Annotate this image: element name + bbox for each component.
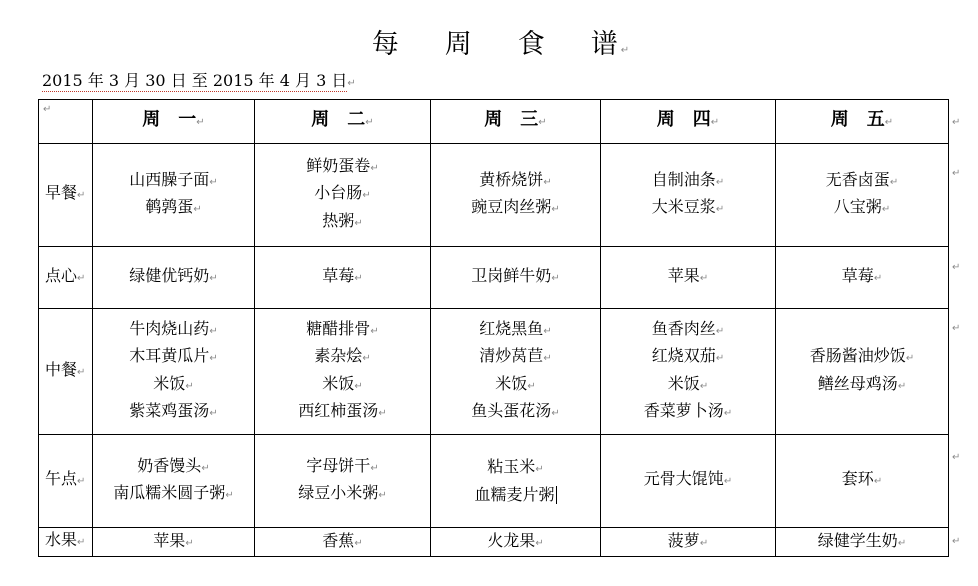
title-char: 每: [371, 29, 399, 60]
dish-name: 粘玉米: [487, 457, 536, 476]
menu-cell: [255, 528, 431, 557]
dish-name: 绿健优钙奶: [129, 265, 210, 285]
dish-item: [601, 399, 775, 427]
dish-name: 鱼头蛋花汤: [471, 401, 552, 420]
date-range-text: 2015 年 3 月 30 日 至 2015 年 4 月 3 日: [42, 71, 348, 90]
dish-name: 山西臊子面: [129, 169, 210, 189]
meal-label-cell: [39, 309, 93, 435]
dish-item: [93, 372, 254, 400]
paragraph-mark-icon: ↵: [873, 476, 883, 488]
paragraph-mark-icon: ↵: [354, 272, 363, 284]
dish-name: 南瓜糯米圆子粥: [113, 483, 226, 502]
meal-row: [39, 309, 949, 435]
paragraph-mark-icon: ↵: [77, 366, 86, 378]
paragraph-mark-icon: ↵: [881, 204, 891, 215]
text-cursor: [556, 486, 557, 504]
date-range: [42, 68, 356, 91]
dish-item: [255, 264, 430, 292]
paragraph-mark-icon: ↵: [362, 353, 371, 364]
paragraph-mark-icon: ↵: [77, 190, 86, 202]
paragraph-mark-icon: ↵: [209, 325, 218, 337]
dish-item: [255, 454, 430, 482]
title-char: 谱: [590, 29, 618, 60]
dish-item: [776, 530, 948, 555]
paragraph-mark-icon: ↵: [378, 408, 387, 419]
paragraph-mark-icon: ↵: [715, 325, 725, 337]
dish-name: 鲜奶蛋卷: [306, 155, 371, 175]
dish-item: [776, 467, 948, 495]
dish-item: [93, 530, 254, 555]
menu-cell: [93, 435, 255, 528]
dish-item: [776, 168, 948, 196]
menu-cell: [776, 528, 949, 557]
paragraph-mark-icon: ↵: [897, 537, 907, 549]
dish-name: 八宝粥: [833, 197, 882, 216]
dish-item: [431, 344, 600, 372]
meal-label: 点心: [45, 265, 78, 285]
dish-name: 苹果: [667, 265, 700, 285]
dish-item: [601, 372, 775, 400]
menu-cell: [601, 144, 776, 247]
dish-name: 香菜萝卜汤: [643, 401, 724, 420]
paragraph-mark-icon: ↵: [209, 408, 218, 419]
paragraph-mark-icon: ↵: [715, 353, 725, 364]
menu-cell: [255, 247, 431, 309]
paragraph-mark-icon: ↵: [185, 537, 194, 549]
dish-item: [255, 181, 430, 209]
paragraph-mark-icon: ↵: [347, 78, 356, 89]
paragraph-mark-icon: ↵: [185, 380, 194, 392]
meal-label: 中餐: [45, 359, 78, 379]
paragraph-mark-icon: ↵: [365, 116, 374, 128]
paragraph-mark-icon: ↵: [905, 353, 915, 364]
dish-item: [93, 454, 254, 482]
paragraph-mark-icon: ↵: [354, 537, 363, 549]
day-header: [93, 100, 255, 144]
dish-name: 西红柿蛋汤: [298, 401, 379, 420]
dish-name: 红烧双茄: [651, 346, 716, 365]
dish-name: 卫岗鲜牛奶: [471, 265, 552, 285]
dish-name: 米饭: [322, 373, 355, 393]
paragraph-mark-icon: ↵: [543, 176, 552, 188]
end-of-row-mark-icon: ↵: [952, 452, 961, 463]
day-header-label: 周 三: [484, 108, 539, 130]
day-header-label: 周 四: [656, 108, 711, 130]
meal-row: [39, 528, 949, 557]
dish-name: 苹果: [153, 530, 186, 550]
dish-item: [431, 317, 600, 345]
dish-item: [601, 344, 775, 372]
dish-name: 火龙果: [487, 530, 536, 550]
dish-item: [601, 530, 775, 555]
paragraph-mark-icon: ↵: [77, 537, 86, 549]
dish-item: [776, 264, 948, 292]
paragraph-mark-icon: ↵: [77, 272, 86, 284]
menu-cell: [601, 435, 776, 528]
meal-label: 早餐: [45, 183, 78, 203]
dish-item: [431, 372, 600, 400]
page-title: [0, 22, 978, 61]
paragraph-mark-icon: ↵: [551, 272, 560, 284]
day-header: [776, 100, 949, 144]
menu-cell: [776, 144, 949, 247]
dish-item: [601, 264, 775, 292]
menu-cell: [776, 309, 949, 435]
menu-cell: [431, 144, 601, 247]
dish-item: [255, 530, 430, 555]
paragraph-mark-icon: ↵: [201, 462, 210, 474]
menu-cell: [601, 309, 776, 435]
dish-item: [93, 481, 254, 509]
meal-label: 水果: [45, 530, 78, 550]
dish-item: [93, 344, 254, 372]
paragraph-mark-icon: ↵: [543, 325, 552, 337]
dish-name: 香蕉: [322, 530, 355, 550]
dish-item: [776, 195, 948, 223]
dish-name: 元骨大馄饨: [643, 469, 724, 489]
meal-label-cell: [39, 247, 93, 309]
dish-name: 牛肉烧山药: [129, 318, 210, 338]
meal-label-cell: [39, 144, 93, 247]
day-header-label: 周 五: [830, 108, 885, 130]
paragraph-mark-icon: ↵: [354, 217, 363, 229]
day-header: [255, 100, 431, 144]
dish-name: 大米豆浆: [651, 197, 716, 216]
paragraph-mark-icon: ↵: [193, 204, 202, 215]
dish-item: [255, 344, 430, 372]
weekly-menu-table: [38, 99, 949, 557]
day-header: [601, 100, 776, 144]
paragraph-mark-icon: ↵: [527, 380, 536, 392]
dish-name: 菠萝: [667, 530, 700, 550]
paragraph-mark-icon: ↵: [551, 408, 560, 419]
dish-item: [431, 530, 600, 555]
dish-item: [431, 195, 600, 223]
dish-name: 素杂烩: [314, 346, 363, 365]
dish-name: 清炒莴苣: [479, 346, 544, 365]
dish-name: 米饭: [667, 373, 700, 393]
dish-item: [431, 399, 600, 427]
dish-item: [776, 344, 948, 372]
paragraph-mark-icon: ↵: [370, 462, 379, 474]
dish-name: 米饭: [153, 373, 186, 393]
dish-name: 木耳黄瓜片: [129, 346, 210, 365]
dish-name: 自制油条: [651, 169, 716, 189]
dish-name: 套环: [841, 469, 874, 489]
paragraph-mark-icon: ↵: [699, 272, 709, 284]
dish-name: 绿健学生奶: [817, 530, 898, 550]
paragraph-mark-icon: ↵: [196, 116, 205, 128]
dish-item: [255, 372, 430, 400]
paragraph-mark-icon: ↵: [43, 104, 52, 115]
paragraph-mark-icon: ↵: [620, 45, 630, 56]
paragraph-mark-icon: ↵: [889, 176, 899, 188]
menu-cell: [431, 435, 601, 528]
paragraph-mark-icon: ↵: [535, 537, 544, 549]
dish-name: 绿豆小米粥: [298, 483, 379, 502]
end-of-row-mark-icon: ↵: [952, 262, 961, 273]
paragraph-mark-icon: ↵: [715, 204, 725, 215]
dish-item: [255, 317, 430, 345]
menu-cell: [93, 528, 255, 557]
paragraph-mark-icon: ↵: [699, 537, 709, 549]
paragraph-mark-icon: ↵: [209, 353, 218, 364]
dish-name: 紫菜鸡蛋汤: [129, 401, 210, 420]
paragraph-mark-icon: ↵: [370, 325, 379, 337]
dish-name: 豌豆肉丝粥: [471, 197, 552, 216]
paragraph-mark-icon: ↵: [715, 176, 725, 188]
dish-name: 字母饼干: [306, 455, 371, 475]
dish-item: [93, 195, 254, 223]
dish-name: 草莓: [322, 265, 355, 285]
dish-name: 鱼香肉丝: [651, 318, 716, 338]
dish-name: 血糯麦片粥: [474, 484, 555, 504]
paragraph-mark-icon: ↵: [535, 464, 544, 475]
dish-item: [601, 317, 775, 345]
dish-name: 红烧黑鱼: [479, 318, 544, 338]
paragraph-mark-icon: ↵: [354, 380, 363, 392]
meal-label-cell: [39, 435, 93, 528]
end-of-row-mark-icon: ↵: [952, 117, 961, 128]
dish-item: [431, 264, 600, 292]
paragraph-mark-icon: ↵: [543, 353, 552, 364]
paragraph-mark-icon: ↵: [362, 190, 371, 202]
paragraph-mark-icon: ↵: [77, 476, 86, 488]
dish-item: [601, 467, 775, 495]
menu-cell: [601, 247, 776, 309]
end-of-row-mark-icon: ↵: [952, 168, 961, 179]
dish-item: [431, 455, 600, 483]
dish-name: 热粥: [322, 210, 355, 230]
dish-item: [601, 195, 775, 223]
meal-row: [39, 247, 949, 309]
corner-cell: [39, 100, 93, 144]
menu-cell: [93, 247, 255, 309]
dish-item: [93, 168, 254, 196]
day-header-label: 周 一: [142, 108, 197, 130]
dish-item: [255, 154, 430, 182]
dish-item: [93, 317, 254, 345]
dish-item: [255, 481, 430, 509]
menu-cell: [431, 247, 601, 309]
dish-name: 鳝丝母鸡汤: [817, 373, 898, 393]
header-row: [39, 100, 949, 144]
end-of-row-mark-icon: ↵: [952, 323, 961, 334]
menu-cell: [255, 435, 431, 528]
menu-cell: [431, 309, 601, 435]
dish-name: 鹌鹑蛋: [145, 197, 194, 216]
paragraph-mark-icon: ↵: [699, 380, 709, 392]
paragraph-mark-icon: ↵: [378, 490, 387, 501]
dish-item: [776, 372, 948, 400]
paragraph-mark-icon: ↵: [897, 380, 907, 392]
day-header-label: 周 二: [311, 108, 366, 130]
dish-item: [255, 209, 430, 237]
meal-row: [39, 144, 949, 247]
paragraph-mark-icon: ↵: [225, 490, 234, 501]
dish-item: [601, 168, 775, 196]
dish-name: 小台肠: [314, 183, 363, 203]
menu-cell: [93, 144, 255, 247]
dish-name: 奶香馒头: [137, 455, 202, 475]
menu-cell: [776, 247, 949, 309]
dish-name: 无香卤蛋: [825, 169, 890, 189]
dish-item: [255, 399, 430, 427]
menu-cell: [93, 309, 255, 435]
paragraph-mark-icon: ↵: [209, 272, 218, 284]
paragraph-mark-icon: ↵: [884, 116, 894, 128]
paragraph-mark-icon: ↵: [209, 176, 218, 188]
dish-name: 草莓: [841, 265, 874, 285]
day-header: [431, 100, 601, 144]
dish-item: [431, 168, 600, 196]
dish-item: [431, 483, 600, 508]
dish-item: [93, 399, 254, 427]
paragraph-mark-icon: ↵: [538, 116, 547, 128]
menu-cell: [255, 309, 431, 435]
dish-item: [93, 264, 254, 292]
paragraph-mark-icon: ↵: [551, 204, 560, 215]
paragraph-mark-icon: ↵: [873, 272, 883, 284]
paragraph-mark-icon: ↵: [370, 162, 379, 174]
title-char: 食: [517, 29, 545, 60]
menu-cell: [255, 144, 431, 247]
dish-name: 香肠酱油炒饭: [809, 346, 906, 365]
dish-name: 米饭: [495, 373, 528, 393]
menu-cell: [776, 435, 949, 528]
title-char: 周: [444, 29, 472, 60]
menu-cell: [601, 528, 776, 557]
meal-row: [39, 435, 949, 528]
menu-cell: [431, 528, 601, 557]
dish-name: 糖醋排骨: [306, 318, 371, 338]
dish-name: 黄桥烧饼: [479, 169, 544, 189]
paragraph-mark-icon: ↵: [710, 116, 720, 128]
meal-label: 午点: [45, 469, 78, 489]
end-of-row-mark-icon: ↵: [952, 536, 961, 547]
paragraph-mark-icon: ↵: [723, 408, 733, 419]
meal-label-cell: [39, 528, 93, 557]
paragraph-mark-icon: ↵: [723, 476, 733, 488]
